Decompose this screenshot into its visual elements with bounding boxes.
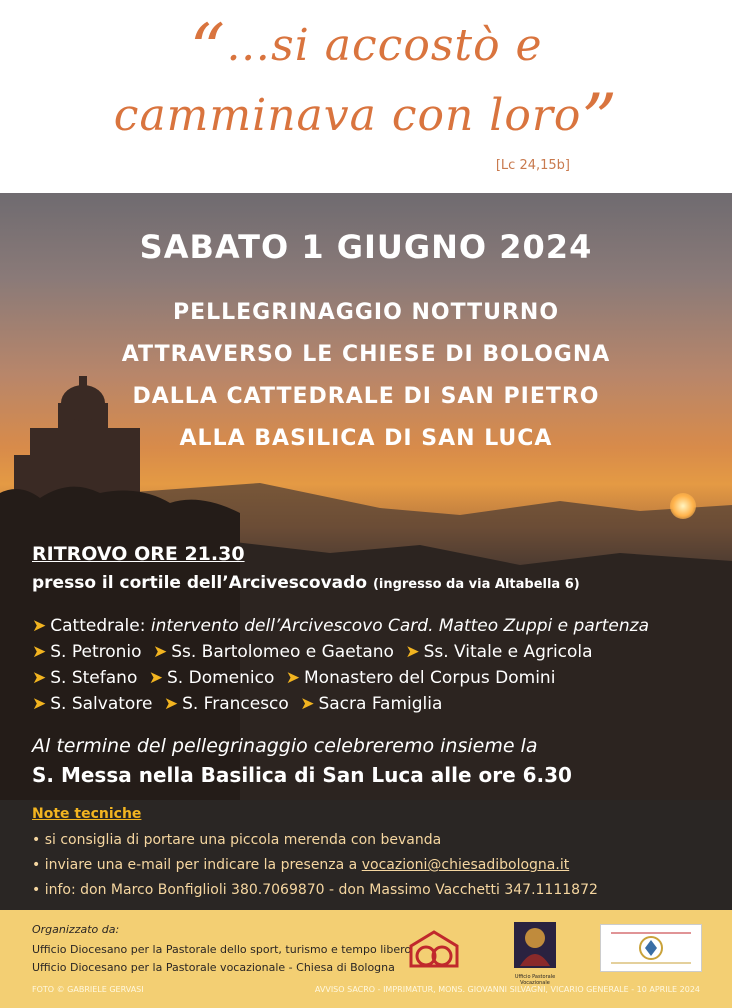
open-quote-mark: “ bbox=[189, 9, 227, 91]
stop-row-1 bbox=[32, 613, 649, 639]
closing-line-1: Al termine del pellegrinaggio celebreremo insieme la bbox=[32, 735, 538, 757]
stops-list bbox=[32, 613, 649, 717]
stop-item: S. Salvatore bbox=[50, 694, 153, 714]
quote-title bbox=[0, 6, 732, 161]
stop-row-2 bbox=[32, 639, 649, 665]
event-date: SABATO 1 GIUGNO 2024 bbox=[139, 228, 593, 266]
stop-row-4 bbox=[32, 691, 649, 717]
organizer-1: Ufficio Diocesano per la Pastorale dello sport, turismo e tempo libero bbox=[32, 943, 412, 956]
stop-item: S. Stefano bbox=[50, 668, 138, 688]
ritrovo-time: RITROVO ORE 21.30 bbox=[32, 543, 245, 565]
chevron-right-icon: ➤ bbox=[32, 642, 47, 662]
stop-cattedrale-desc: intervento dell’Arcivescovo Card. Matteo Zuppi e partenza bbox=[150, 616, 649, 636]
stop-item: Ss. Bartolomeo e Gaetano bbox=[171, 642, 394, 662]
chevron-right-icon: ➤ bbox=[405, 642, 420, 662]
ritrovo-place-text: presso il cortile dell’Arcivescovado bbox=[32, 573, 368, 593]
close-quote-mark: ” bbox=[581, 79, 619, 161]
email-link[interactable]: vocazioni@chiesadibologna.it bbox=[361, 857, 570, 873]
sport-office-logo bbox=[405, 926, 463, 974]
photo-credit: FOTO © GABRIELE GERVASI bbox=[32, 985, 144, 994]
note-item: • si consiglia di portare una piccola merenda con bevanda bbox=[32, 832, 442, 848]
chevron-right-icon: ➤ bbox=[300, 694, 315, 714]
notes-title: Note tecniche bbox=[32, 806, 142, 822]
header bbox=[0, 0, 732, 193]
note-item: • info: don Marco Bonfiglioli 380.7069870 - don Massimo Vacchetti 347.1111872 bbox=[32, 882, 598, 898]
church-logo-icon bbox=[405, 926, 463, 974]
stop-item: Sacra Famiglia bbox=[318, 694, 443, 714]
stop-item: S. Francesco bbox=[182, 694, 289, 714]
imprimatur: AVVISO SACRO - IMPRIMATUR, MONS. GIOVANNI SILVAGNI, VICARIO GENERALE - 10 APRILE 2024 bbox=[314, 985, 700, 994]
chevron-right-icon: ➤ bbox=[148, 668, 163, 688]
stop-row-3 bbox=[32, 665, 649, 691]
stop-item: Monastero del Corpus Domini bbox=[304, 668, 556, 688]
note-item-text: • inviare una e-mail per indicare la presenza a bbox=[32, 857, 362, 873]
pilgrimage-emblem-icon bbox=[601, 925, 701, 971]
ritrovo-place bbox=[32, 573, 580, 593]
logo-caption: Ufficio Pastorale Vocazionale bbox=[514, 974, 556, 986]
chevron-right-icon: ➤ bbox=[32, 616, 47, 636]
event-line-2: ATTRAVERSO LE CHIESE DI BOLOGNA bbox=[121, 342, 611, 367]
icon-madonna-icon bbox=[512, 920, 558, 970]
note-item bbox=[32, 857, 569, 873]
chevron-right-icon: ➤ bbox=[32, 668, 47, 688]
event-line-3: DALLA CATTEDRALE DI SAN PIETRO bbox=[132, 384, 600, 409]
organizer-2: Ufficio Diocesano per la Pastorale vocazionale - Chiesa di Bologna bbox=[32, 961, 395, 974]
organized-by-label: Organizzato da: bbox=[32, 923, 120, 936]
closing-line-2: S. Messa nella Basilica di San Luca alle ore 6.30 bbox=[32, 763, 572, 787]
bible-reference: [Lc 24,15b] bbox=[495, 158, 570, 173]
quote-line-2: camminava con loro bbox=[113, 90, 582, 141]
stop-item: S. Domenico bbox=[167, 668, 275, 688]
stop-cattedrale: Cattedrale: bbox=[50, 616, 146, 636]
ritrovo-entrance: (ingresso da via Altabella 6) bbox=[372, 577, 580, 592]
vocational-office-logo bbox=[512, 920, 558, 986]
chevron-right-icon: ➤ bbox=[285, 668, 301, 688]
quote-line-1: …si accostò e bbox=[226, 20, 543, 71]
stop-item: S. Petronio bbox=[50, 642, 142, 662]
event-line-4: ALLA BASILICA DI SAN LUCA bbox=[179, 426, 553, 451]
pilgrimage-office-logo bbox=[600, 924, 702, 972]
chevron-right-icon: ➤ bbox=[152, 642, 168, 662]
chevron-right-icon: ➤ bbox=[32, 694, 47, 714]
event-line-1: PELLEGRINAGGIO NOTTURNO bbox=[172, 300, 560, 325]
sun bbox=[670, 493, 696, 519]
chevron-right-icon: ➤ bbox=[163, 694, 179, 714]
stop-item: Ss. Vitale e Agricola bbox=[423, 642, 593, 662]
